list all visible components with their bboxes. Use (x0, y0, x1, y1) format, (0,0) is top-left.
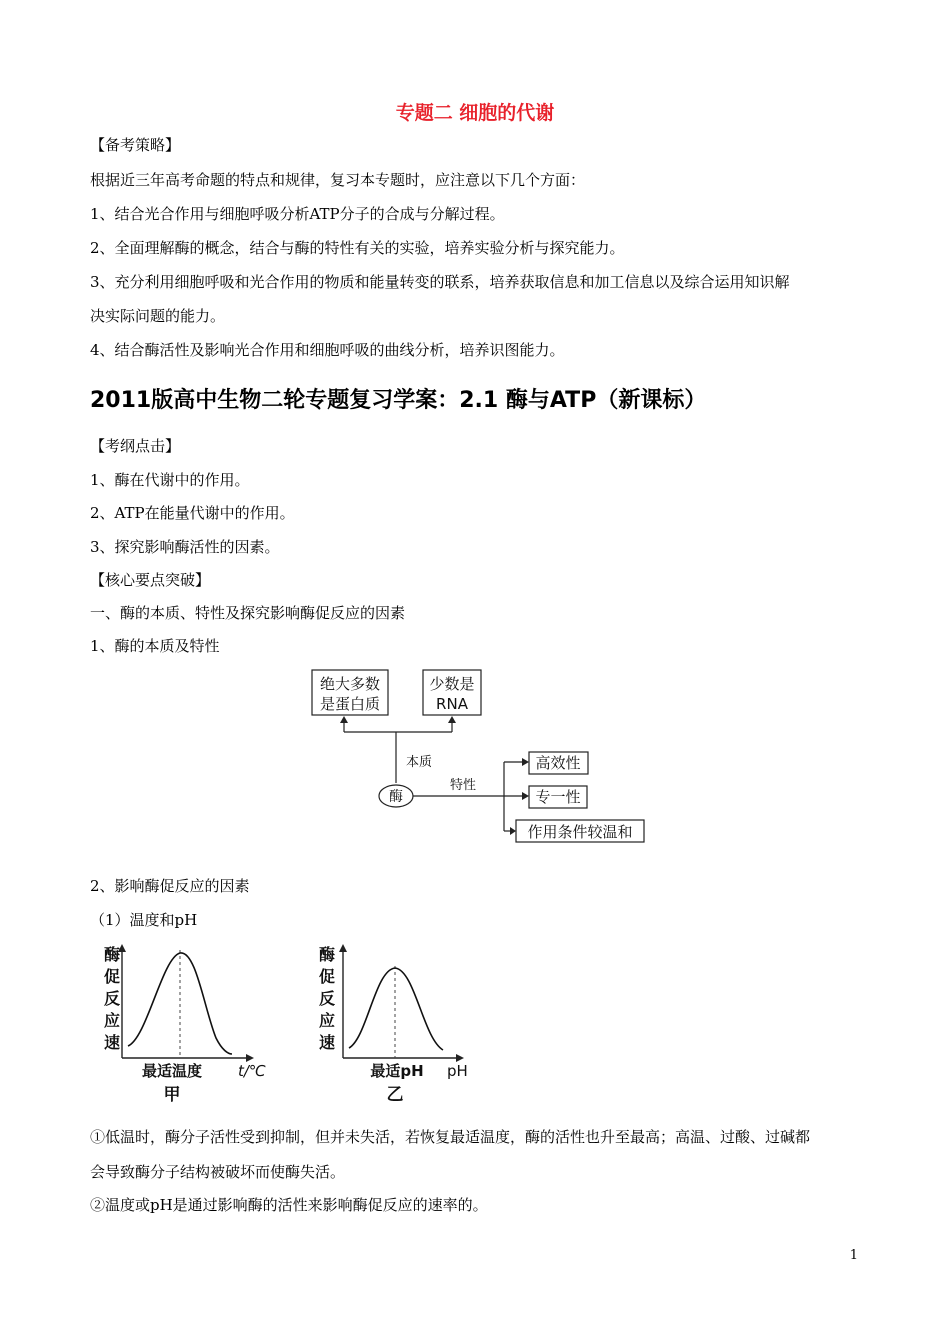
core-sub1-1: 1、酶的本质及特性 (90, 637, 220, 655)
syllabus-item-1: 1、酶在代谢中的作用。 (90, 471, 250, 489)
section-title: 2011版高中生物二轮专题复习学案：2.1 酶与ATP（新课标） (90, 388, 707, 413)
prep-intro: 根据近三年高考命题的特点和规律，复习本专题时，应注意以下几个方面： (90, 171, 586, 189)
ylabel-char: 酶 (104, 945, 121, 964)
temperature-chart (92, 938, 272, 1108)
core-heading: 【核心要点突破】 (90, 571, 211, 589)
ylabel-char: 速 (319, 1033, 336, 1052)
page-number: 1 (849, 1248, 858, 1263)
traits-edge-label: 特性 (450, 778, 477, 793)
trait-3: 作用条件较温和 (527, 823, 633, 841)
ylabel-char: 酶 (319, 945, 336, 964)
ph-caption: 乙 (386, 1085, 404, 1105)
prep-point-3: 3、充分利用细胞呼吸和光合作用的物质和能量转变的联系，培养获取信息和加工信息以及综合运用知识解 (90, 273, 790, 291)
center-label: 酶 (389, 789, 403, 805)
factors-heading: 2、影响酶促反应的因素 (90, 877, 250, 895)
ylabel-char: 应 (104, 1011, 121, 1030)
temp-peak-label: 最适温度 (141, 1062, 203, 1080)
syllabus-item-2: 2、ATP在能量代谢中的作用。 (90, 504, 295, 522)
nature-edge-label: 本质 (406, 755, 433, 770)
nature-a-line2: 是蛋白质 (319, 695, 381, 713)
ylabel-char: 反 (104, 989, 121, 1008)
syllabus-heading: 【考纲点击】 (90, 437, 181, 455)
enzyme-diagram (300, 665, 650, 850)
note-1-cont: 会导致酶分子结构被破坏而使酶失活。 (90, 1163, 346, 1181)
temp-caption: 甲 (163, 1085, 181, 1105)
trait-2: 专一性 (535, 788, 581, 806)
prep-point-1: 1、结合光合作用与细胞呼吸分析ATP分子的合成与分解过程。 (90, 205, 505, 223)
ylabel-char: 促 (104, 967, 121, 986)
factors-sub: （1）温度和pH (90, 911, 198, 929)
note-1: ①低温时，酶分子活性受到抑制，但并未失活，若恢复最适温度，酶的活性也升至最高；高温、过酸、过碱都 (90, 1128, 811, 1146)
doc-title: 专题二 细胞的代谢 (395, 102, 555, 124)
nature-b-line2: RNA (436, 695, 468, 713)
nature-b-line1: 少数是 (429, 675, 475, 693)
nature-a-line1: 绝大多数 (319, 675, 381, 693)
core-sub1: 一、酶的本质、特性及探究影响酶促反应的因素 (90, 604, 406, 622)
ylabel-char: 速 (104, 1033, 121, 1052)
trait-1: 高效性 (535, 754, 581, 772)
ph-x-label: pH (447, 1062, 468, 1080)
ylabel-char: 应 (319, 1011, 336, 1030)
prep-point-4: 4、结合酶活性及影响光合作用和细胞呼吸的曲线分析，培养识图能力。 (90, 341, 565, 359)
temp-ylabel (104, 945, 120, 1052)
ph-chart (315, 938, 495, 1108)
ylabel-char: 反 (319, 989, 336, 1008)
temp-x-label: t/℃ (238, 1062, 266, 1080)
note-2: ②温度或pH是通过影响酶的活性来影响酶促反应的速率的。 (90, 1196, 488, 1214)
ylabel-char: 促 (319, 967, 336, 986)
prep-heading: 【备考策略】 (90, 136, 181, 154)
syllabus-item-3: 3、探究影响酶活性的因素。 (90, 538, 280, 556)
prep-point-2: 2、全面理解酶的概念，结合与酶的特性有关的实验，培养实验分析与探究能力。 (90, 239, 625, 257)
ph-peak-label: 最适pH (370, 1062, 424, 1080)
ph-ylabel (319, 945, 335, 1052)
prep-point-3-cont: 决实际问题的能力。 (90, 307, 226, 325)
ph-curve (349, 968, 443, 1050)
